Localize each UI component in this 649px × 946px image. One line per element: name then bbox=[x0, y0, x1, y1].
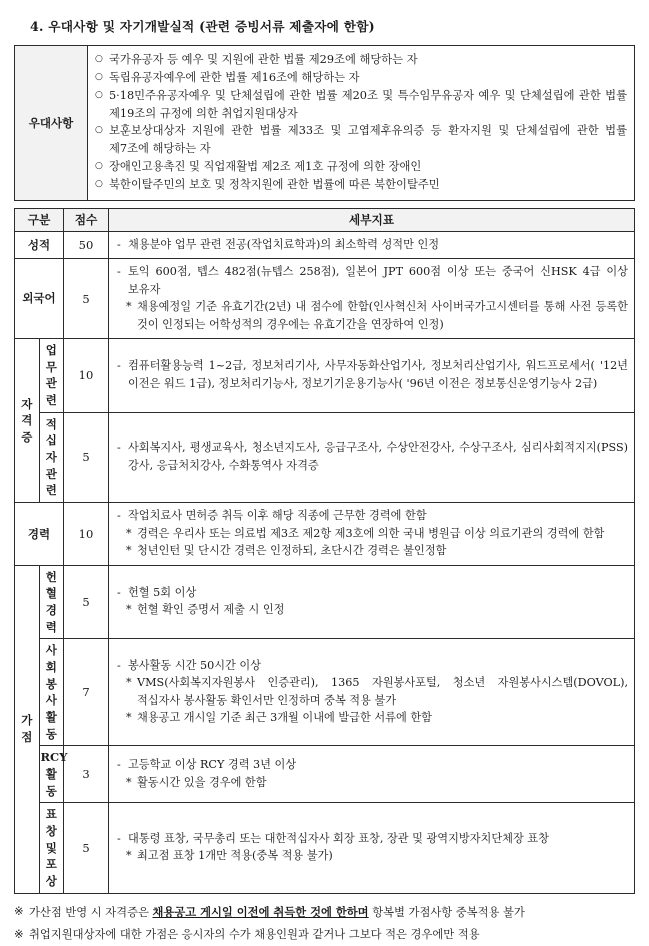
detail-text: 채용분야 업무 관련 전공(작업치료학과)의 최소학력 성적만 인정 bbox=[128, 237, 440, 251]
table-row bbox=[15, 503, 635, 565]
detail-text: 채용공고 개시일 기준 최근 3개월 이내에 발급한 서류에 한함 bbox=[137, 711, 432, 725]
subcategory-cell-volunteer: 사회봉사 활동 bbox=[39, 639, 64, 746]
table-row bbox=[15, 639, 635, 746]
table-row bbox=[15, 412, 635, 502]
category-cell-grade: 성적 bbox=[15, 231, 64, 258]
score-cell: 5 bbox=[64, 259, 109, 339]
detail-line bbox=[117, 847, 628, 864]
detail-text: 최고점 표창 1개만 적용(중복 적용 불가) bbox=[137, 849, 333, 863]
footnote-text-after: 항복별 가점사항 중복적용 불가 bbox=[368, 905, 525, 919]
detail-cell bbox=[109, 231, 635, 258]
asterisk-bullet-icon: * bbox=[126, 676, 132, 690]
detail-text: 작업치료사 면허증 취득 이후 해당 직종에 근무한 경력에 한함 bbox=[128, 509, 427, 523]
detail-line bbox=[117, 542, 628, 559]
footnote-text bbox=[29, 901, 635, 924]
detail-line bbox=[117, 507, 628, 524]
category-cell-certificate: 자격증 bbox=[15, 339, 40, 503]
subcategory-cell-work-related: 업무 관련 bbox=[39, 339, 64, 413]
table-row bbox=[15, 339, 635, 413]
score-criteria-table bbox=[14, 208, 635, 894]
reference-mark-icon: ※ bbox=[14, 904, 24, 918]
footnote-text-before: 가산점 반영 시 자격증은 bbox=[29, 905, 153, 919]
detail-text: 토익 600점, 텝스 482점(뉴텝스 258점), 일본어 JPT 600점 이상 또는 중국어 신HSK 4급 이상 보유자 bbox=[128, 265, 628, 296]
table-row bbox=[15, 746, 635, 803]
detail-line bbox=[117, 709, 628, 726]
preference-table bbox=[14, 45, 635, 201]
score-cell: 50 bbox=[64, 231, 109, 258]
detail-cell bbox=[109, 259, 635, 339]
asterisk-bullet-icon: * bbox=[126, 603, 132, 617]
dash-bullet-icon: - bbox=[117, 237, 121, 251]
detail-cell bbox=[109, 803, 635, 893]
detail-text: VMS(사회복지자원봉사 인증관리), 1365 자원봉사포털, 청소년 자원봉사시스템(DOVOL), 적십자사 봉사활동 확인서만 인정하며 중복 적용 불가 bbox=[137, 676, 628, 707]
page-title: 4. 우대사항 및 자기개발실적 (관련 증빙서류 제출자에 한함) bbox=[30, 19, 375, 34]
table-header-row bbox=[15, 208, 635, 231]
circle-bullet-icon: ○ bbox=[95, 71, 103, 82]
detail-text: 채용예정일 기준 유효기간(2년) 내 점수에 한함(인사혁신처 사이버국가고시센터를 통해 사전 등록한 것이 인정되는 어학성적의 경우에는 유효기간을 연장하여 인정) bbox=[137, 300, 628, 331]
circle-bullet-icon: ○ bbox=[95, 161, 103, 172]
detail-line bbox=[117, 756, 628, 773]
detail-line bbox=[117, 525, 628, 542]
dash-bullet-icon: - bbox=[117, 585, 121, 599]
preference-label-cell: 우대사항 bbox=[15, 46, 88, 201]
detail-text: 청년인턴 및 단시간 경력은 인정하되, 초단시간 경력은 불인정함 bbox=[137, 544, 447, 558]
table-row bbox=[15, 803, 635, 893]
detail-cell bbox=[109, 412, 635, 502]
list-item bbox=[95, 176, 627, 194]
footnote-emphasis: 채용공고 게시일 이전에 취득한 것에 한하며 bbox=[152, 904, 369, 919]
dash-bullet-icon: - bbox=[117, 265, 121, 279]
footnotes bbox=[14, 901, 635, 946]
dash-bullet-icon: - bbox=[117, 359, 121, 373]
detail-line bbox=[117, 674, 628, 709]
list-item bbox=[95, 122, 627, 158]
subcategory-cell-rcy: RCY활동 bbox=[39, 746, 64, 803]
asterisk-bullet-icon: * bbox=[126, 544, 132, 558]
detail-line bbox=[117, 657, 628, 674]
detail-line bbox=[117, 830, 628, 847]
table-row bbox=[15, 46, 635, 201]
table-row bbox=[15, 259, 635, 339]
asterisk-bullet-icon: * bbox=[126, 849, 132, 863]
detail-line bbox=[117, 584, 628, 601]
circle-bullet-icon: ○ bbox=[95, 54, 103, 64]
detail-text: 사회복지사, 평생교육사, 청소년지도사, 응급구조사, 수상안전강사, 수상구조사, 심리사회적지지(PSS) 강사, 응급처치강사, 수화통역사 자격증 bbox=[128, 441, 628, 472]
detail-line bbox=[117, 263, 628, 298]
preference-items-cell bbox=[88, 46, 635, 201]
footnote-item bbox=[14, 924, 635, 946]
table-row bbox=[15, 565, 635, 639]
list-item-text: 5·18민주유공자예우 및 단체설립에 관한 법률 제20조 및 특수임무유공자 예우 및 단체설립에 관한 법률 제19조의 규정에 의한 취업지원대상자 bbox=[109, 88, 627, 120]
score-cell: 5 bbox=[64, 803, 109, 893]
subcategory-cell-redcross-related: 적십자 관련 bbox=[39, 412, 64, 502]
subcategory-cell-award: 표창 및 포상 bbox=[39, 803, 64, 893]
score-cell: 10 bbox=[64, 339, 109, 413]
detail-text: 고등학교 이상 RCY 경력 3년 이상 bbox=[128, 758, 297, 772]
dash-bullet-icon: - bbox=[117, 509, 121, 523]
dash-bullet-icon: - bbox=[117, 831, 121, 845]
category-cell-language: 외국어 bbox=[15, 259, 64, 339]
detail-cell bbox=[109, 503, 635, 565]
category-cell-career: 경력 bbox=[15, 503, 64, 565]
detail-text: 헌혈 5회 이상 bbox=[128, 585, 197, 599]
score-cell: 3 bbox=[64, 746, 109, 803]
detail-line bbox=[117, 774, 628, 791]
asterisk-bullet-icon: * bbox=[126, 775, 132, 789]
subcategory-cell-blood-donation: 헌혈경력 bbox=[39, 565, 64, 639]
detail-text: 헌혈 확인 증명서 제출 시 인정 bbox=[137, 603, 285, 617]
detail-line bbox=[117, 236, 628, 253]
list-item-text: 북한이탈주민의 보호 및 정착지원에 관한 법률에 따른 북한이탈주민 bbox=[109, 177, 440, 191]
detail-text: 대통령 표창, 국무총리 또는 대한적십자사 회장 표창, 장관 및 광역지방자치단체장 표창 bbox=[128, 831, 549, 845]
circle-bullet-icon: ○ bbox=[95, 178, 103, 189]
score-cell: 5 bbox=[64, 565, 109, 639]
dash-bullet-icon: - bbox=[117, 658, 121, 672]
detail-text: 활동시간 있을 경우에 한함 bbox=[137, 775, 267, 789]
list-item bbox=[95, 87, 627, 123]
score-cell: 7 bbox=[64, 639, 109, 746]
list-item-text: 장애인고용촉진 및 직업재활법 제2조 제1호 규정에 의한 장애인 bbox=[109, 160, 422, 174]
score-cell: 10 bbox=[64, 503, 109, 565]
column-header-category: 구분 bbox=[15, 208, 64, 231]
circle-bullet-icon: ○ bbox=[95, 89, 103, 100]
footnote-text: 취업지원대상자에 대한 가점은 응시자의 수가 채용인원과 같거나 그보다 적은 경우에만 적용 bbox=[29, 927, 480, 941]
list-item-text: 보훈보상대상자 지원에 관한 법률 제33조 및 고엽제후유의증 등 환자지원 및 단체설립에 관한 법률 제7조에 해당하는 자 bbox=[109, 124, 627, 156]
detail-cell bbox=[109, 339, 635, 413]
dash-bullet-icon: - bbox=[117, 758, 121, 772]
detail-cell bbox=[109, 746, 635, 803]
list-item bbox=[95, 158, 627, 176]
table-row bbox=[15, 231, 635, 258]
list-item bbox=[95, 51, 627, 69]
list-item bbox=[95, 69, 627, 87]
dash-bullet-icon: - bbox=[117, 441, 121, 455]
asterisk-bullet-icon: * bbox=[126, 526, 132, 540]
detail-line bbox=[117, 298, 628, 333]
detail-text: 봉사활동 시간 50시간 이상 bbox=[128, 658, 261, 672]
list-item-text: 독립유공자예우에 관한 법률 제16조에 해당하는 자 bbox=[109, 70, 360, 84]
detail-text: 컴퓨터활용능력 1~2급, 정보처리기사, 사무자동화산업기사, 정보처리산업기사, 워드프로세서( '12년 이전은 워드 1급), 정보처리기능사, 정보기기운용기능사( '96년 이전은 정보통신운영기능사 2급) bbox=[128, 359, 628, 390]
detail-line bbox=[117, 601, 628, 618]
column-header-score: 점수 bbox=[64, 208, 109, 231]
reference-mark-icon: ※ bbox=[14, 927, 24, 941]
footnote-item bbox=[14, 901, 635, 924]
detail-cell bbox=[109, 565, 635, 639]
detail-line bbox=[117, 439, 628, 474]
asterisk-bullet-icon: * bbox=[126, 711, 132, 725]
column-header-detail: 세부지표 bbox=[109, 208, 635, 231]
circle-bullet-icon: ○ bbox=[95, 125, 103, 136]
detail-text: 경력은 우리사 또는 의료법 제3조 제2항 제3호에 의한 국내 병원급 이상 의료기관의 경력에 한함 bbox=[137, 526, 605, 540]
category-cell-bonus: 가점 bbox=[15, 565, 40, 893]
detail-line bbox=[117, 357, 628, 392]
asterisk-bullet-icon: * bbox=[126, 300, 132, 314]
list-item-text: 국가유공자 등 예우 및 지원에 관한 법률 제29조에 해당하는 자 bbox=[109, 53, 418, 66]
score-cell: 5 bbox=[64, 412, 109, 502]
detail-cell bbox=[109, 639, 635, 746]
